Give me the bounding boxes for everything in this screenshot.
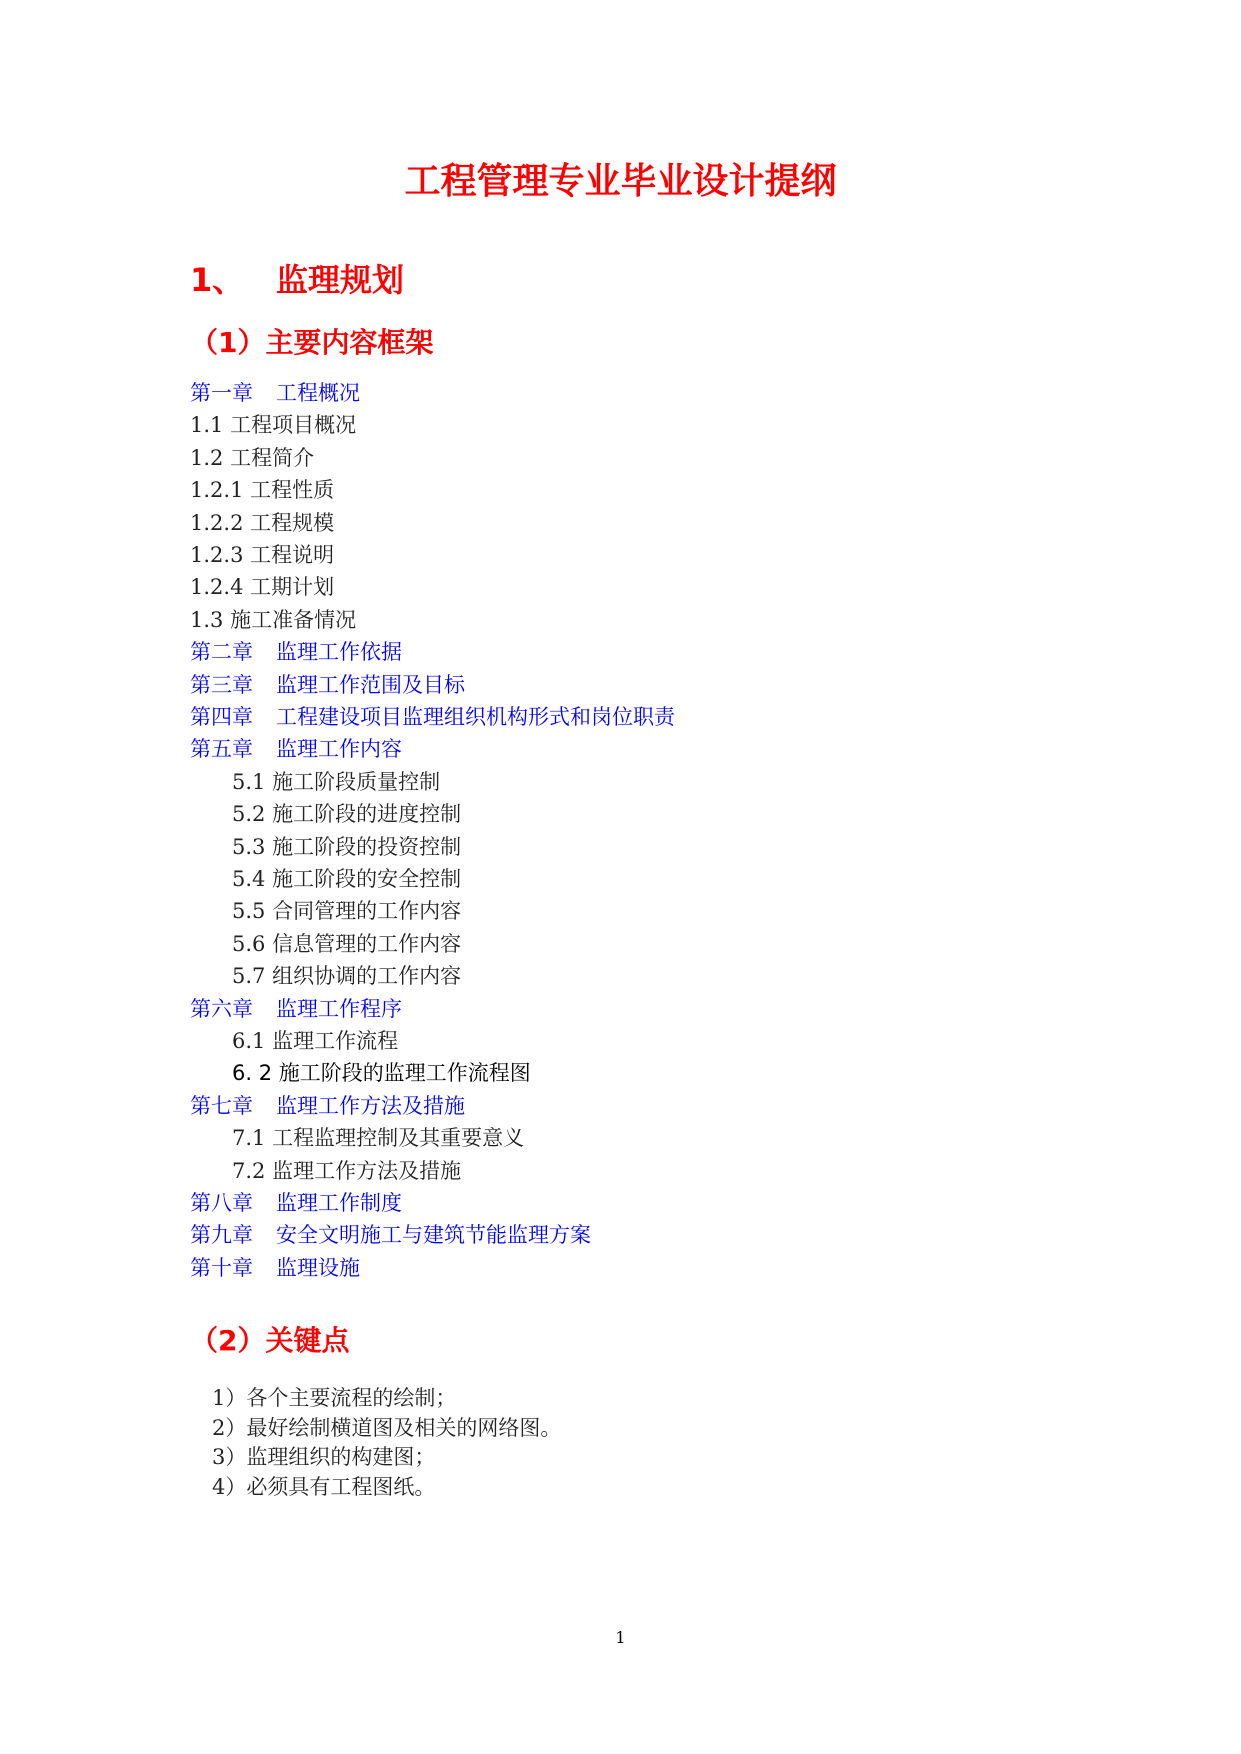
chapter-title: 监理工作依据 [276, 640, 402, 665]
key-point-item: 1）各个主要流程的绘制； [212, 1386, 457, 1410]
key-point-item: 3）监理组织的构建图； [212, 1445, 436, 1469]
chapter-number: 第九章 [190, 1223, 253, 1248]
outline-chapter [190, 669, 465, 701]
chapter-number: 第六章 [190, 996, 253, 1021]
outline-section: 5.3 施工阶段的投资控制 [232, 834, 462, 859]
outline-section: 7.2 监理工作方法及措施 [232, 1158, 462, 1183]
chapter-title: 工程建设项目监理组织机构形式和岗位职责 [276, 705, 675, 729]
outline-section: 5.5 合同管理的工作内容 [232, 899, 462, 924]
outline-section: 1.2.2 工程规模 [190, 510, 335, 535]
chapter-number: 第八章 [190, 1191, 253, 1215]
chapter-title: 监理工作内容 [276, 737, 402, 762]
outline-section: 5.1 施工阶段质量控制 [232, 769, 441, 794]
outline-chapter [190, 1252, 360, 1284]
outline-section: 1.2.4 工期计划 [190, 575, 335, 600]
subsection-heading-key-points: （2）关键点 [190, 1324, 350, 1357]
outline-chapter [190, 1219, 591, 1251]
subsection-heading-main-framework: （1）主要内容框架 [190, 326, 434, 359]
outline-section: 5.2 施工阶段的进度控制 [232, 802, 462, 827]
chapter-title: 工程概况 [276, 381, 360, 405]
chapter-number: 第十章 [190, 1255, 253, 1280]
outline-section: 7.1 工程监理控制及其重要意义 [232, 1126, 525, 1151]
outline-chapter [190, 636, 402, 668]
chapter-title: 监理设施 [276, 1255, 360, 1280]
chapter-number: 第四章 [190, 705, 253, 729]
outline-section: 5.6 信息管理的工作内容 [232, 931, 462, 956]
key-point-item: 4）必须具有工程图纸。 [212, 1474, 436, 1499]
outline-section: 1.1 工程项目概况 [190, 413, 357, 438]
outline-chapter [190, 733, 402, 765]
chapter-number: 第一章 [190, 381, 253, 405]
key-point-item: 2）最好绘制横道图及相关的网络图。 [212, 1415, 562, 1440]
outline-section: 6. 2 施工阶段的监理工作流程图 [232, 1061, 531, 1086]
chapter-title: 监理工作范围及目标 [276, 672, 465, 697]
outline-section: 1.2 工程简介 [190, 445, 315, 470]
outline-chapter [190, 1187, 402, 1219]
outline-section: 6.1 监理工作流程 [232, 1029, 399, 1053]
document-title: 工程管理专业毕业设计提纲 [404, 161, 837, 202]
chapter-number: 第五章 [190, 737, 253, 762]
outline-section: 5.7 组织协调的工作内容 [232, 964, 462, 989]
outline-section: 1.2.3 工程说明 [190, 543, 335, 567]
section-title: 监理规划 [276, 261, 405, 299]
section-number: 1、 [190, 261, 245, 299]
outline-chapter [190, 701, 675, 733]
outline-section: 1.2.1 工程性质 [190, 478, 335, 503]
outline-chapter [190, 1090, 465, 1122]
chapter-number: 第三章 [190, 672, 253, 697]
chapter-number: 第七章 [190, 1093, 253, 1118]
chapter-title: 监理工作程序 [276, 996, 402, 1021]
chapter-title: 监理工作方法及措施 [276, 1093, 465, 1118]
outline-chapter [190, 377, 360, 409]
chapter-number: 第二章 [190, 640, 253, 665]
chapter-title: 安全文明施工与建筑节能监理方案 [276, 1223, 591, 1248]
outline-chapter [190, 993, 402, 1025]
outline-section: 5.4 施工阶段的安全控制 [232, 867, 462, 891]
section-heading-1 [190, 260, 404, 300]
outline-section: 1.3 施工准备情况 [190, 607, 357, 632]
chapter-title: 监理工作制度 [276, 1191, 402, 1215]
page-number: 1 [615, 1628, 626, 1647]
